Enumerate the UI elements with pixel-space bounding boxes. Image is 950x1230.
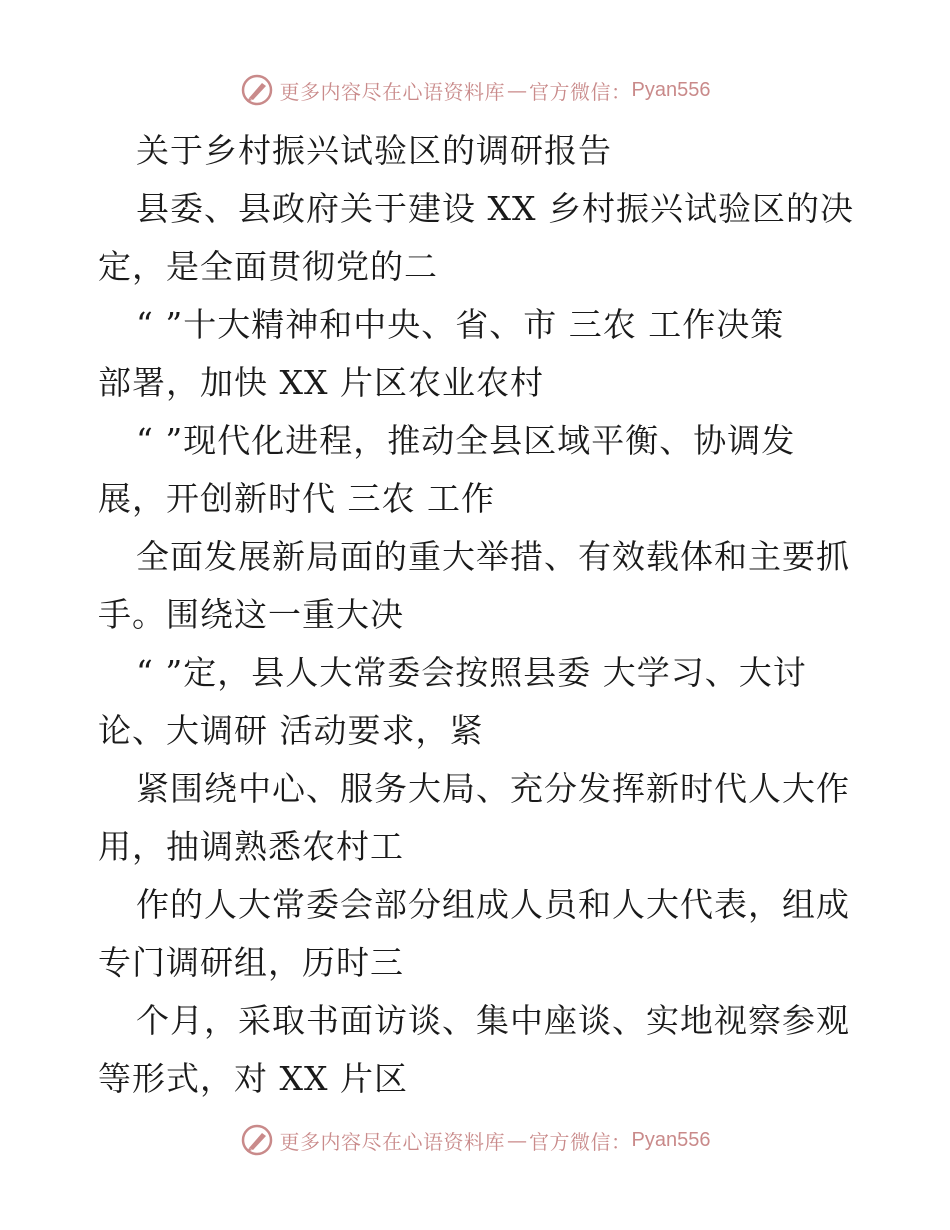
watermark-id: Pyan556	[631, 78, 711, 101]
watermark-banner-bottom	[0, 1120, 950, 1160]
paragraph-line: 定，是全面贯彻党的二	[98, 247, 438, 286]
paragraph-line: “ ”定，县人大常委会按照县委 大学习、大讨	[136, 653, 807, 692]
watermark-official: 官方微信：	[529, 79, 632, 104]
paragraph-line: 个月，采取书面访谈、集中座谈、实地视察参观	[136, 1001, 850, 1040]
paragraph-line: 全面发展新局面的重大举措、有效载体和主要抓	[136, 537, 850, 576]
pen-logo-icon	[240, 73, 274, 107]
document-title: 关于乡村振兴试验区的调研报告	[136, 131, 612, 170]
paragraph-line: 专门调研组，历时三	[98, 943, 404, 982]
watermark-banner-top	[0, 70, 950, 110]
paragraph-line: 用，抽调熟悉农村工	[98, 827, 404, 866]
paragraph-line: 等形式，对 XX 片区	[98, 1059, 408, 1098]
paragraph-line: 部署，加快 XX 片区农业农村	[98, 363, 544, 402]
watermark-text: 更多内容尽在心语资料库	[279, 79, 506, 104]
watermark-id: Pyan556	[631, 1128, 711, 1151]
watermark-official: 官方微信：	[529, 1129, 632, 1154]
paragraph-line: 紧围绕中心、服务大局、充分发挥新时代人大作	[136, 769, 850, 808]
paragraph-line: 展，开创新时代 三农 工作	[98, 479, 495, 518]
paragraph-line: 手。围绕这一重大决	[98, 595, 404, 634]
paragraph-line: “ ”现代化进程，推动全县区域平衡、协调发	[136, 421, 796, 460]
watermark-separator: —	[507, 1128, 528, 1152]
paragraph-line: 县委、县政府关于建设 XX 乡村振兴试验区的决	[136, 189, 854, 228]
paragraph-line: 作的人大常委会部分组成人员和人大代表，组成	[136, 885, 850, 924]
pen-logo-icon	[240, 1123, 274, 1157]
watermark-separator: —	[507, 78, 528, 102]
paragraph-line: 论、大调研 活动要求，紧	[98, 711, 484, 750]
document-body	[98, 122, 858, 1108]
watermark-text: 更多内容尽在心语资料库	[279, 1129, 506, 1154]
paragraph-line: “ ”十大精神和中央、省、市 三农 工作决策	[136, 305, 785, 344]
